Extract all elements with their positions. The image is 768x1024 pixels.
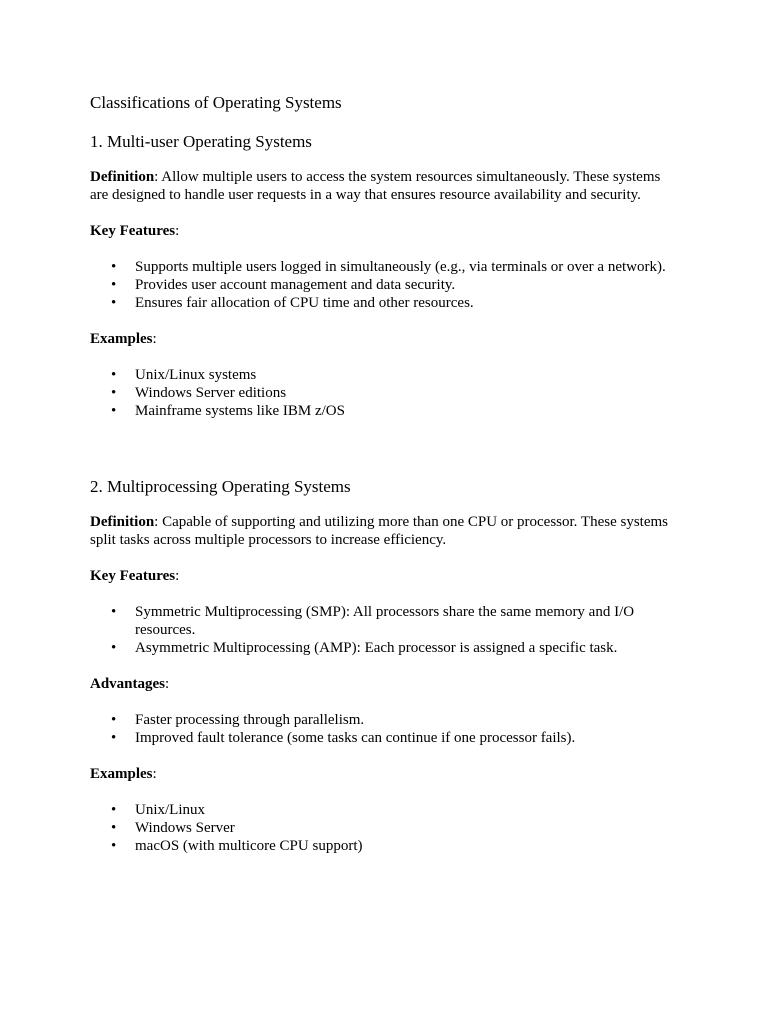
definition-text: : Allow multiple users to access the system resources simultaneously. These systems are designed to handle user requests in a way that ensures resource availability and security. [90, 169, 661, 203]
section-multi-user [90, 131, 678, 420]
section-heading: 2. Multiprocessing Operating Systems [90, 477, 351, 496]
advantages-heading [90, 675, 678, 693]
advantages-label: Advantages [90, 676, 166, 692]
list-item: • Supports multiple users logged in simultaneously (e.g., via terminals or over a network). [135, 258, 678, 276]
features-heading [90, 222, 678, 240]
definition-text: : Capable of supporting and utilizing more than one CPU or processor. These systems split tasks across multiple processors to increase efficiency. [90, 514, 668, 548]
list-item: • Windows Server [135, 819, 678, 837]
list-item: • Faster processing through parallelism. [135, 711, 678, 729]
advantages-list [90, 711, 678, 747]
list-item: • Symmetric Multiprocessing (SMP): All processors share the same memory and I/O resources. [135, 603, 678, 639]
examples-label: Examples [90, 766, 153, 782]
document-title: Classifications of Operating Systems [90, 93, 342, 112]
list-item: • macOS (with multicore CPU support) [135, 837, 678, 855]
features-label: Key Features [90, 568, 176, 584]
definition-paragraph [90, 513, 678, 549]
colon: : [175, 223, 180, 239]
section-heading: 1. Multi-user Operating Systems [90, 132, 312, 151]
colon: : [152, 766, 157, 782]
list-item: • Unix/Linux systems [135, 366, 678, 384]
definition-paragraph [90, 168, 678, 204]
examples-list [90, 801, 678, 855]
section-spacer [90, 438, 678, 476]
examples-label: Examples [90, 331, 153, 347]
list-item: • Asymmetric Multiprocessing (AMP): Each processor is assigned a specific task. [135, 639, 678, 657]
features-label: Key Features [90, 223, 176, 239]
features-list [90, 603, 678, 657]
colon: : [175, 568, 180, 584]
definition-label: Definition [90, 169, 155, 185]
list-item: • Provides user account management and data security. [135, 276, 678, 294]
list-item: • Ensures fair allocation of CPU time and other resources. [135, 294, 678, 312]
list-item: • Windows Server editions [135, 384, 678, 402]
examples-heading [90, 765, 678, 783]
colon: : [152, 331, 157, 347]
definition-label: Definition [90, 514, 155, 530]
colon: : [165, 676, 170, 692]
list-item: • Mainframe systems like IBM z/OS [135, 402, 678, 420]
examples-list [90, 366, 678, 420]
list-item: • Unix/Linux [135, 801, 678, 819]
examples-heading [90, 330, 678, 348]
section-multiprocessing [90, 476, 678, 855]
features-list [90, 258, 678, 312]
features-heading [90, 567, 678, 585]
list-item: • Improved fault tolerance (some tasks can continue if one processor fails). [135, 729, 678, 747]
